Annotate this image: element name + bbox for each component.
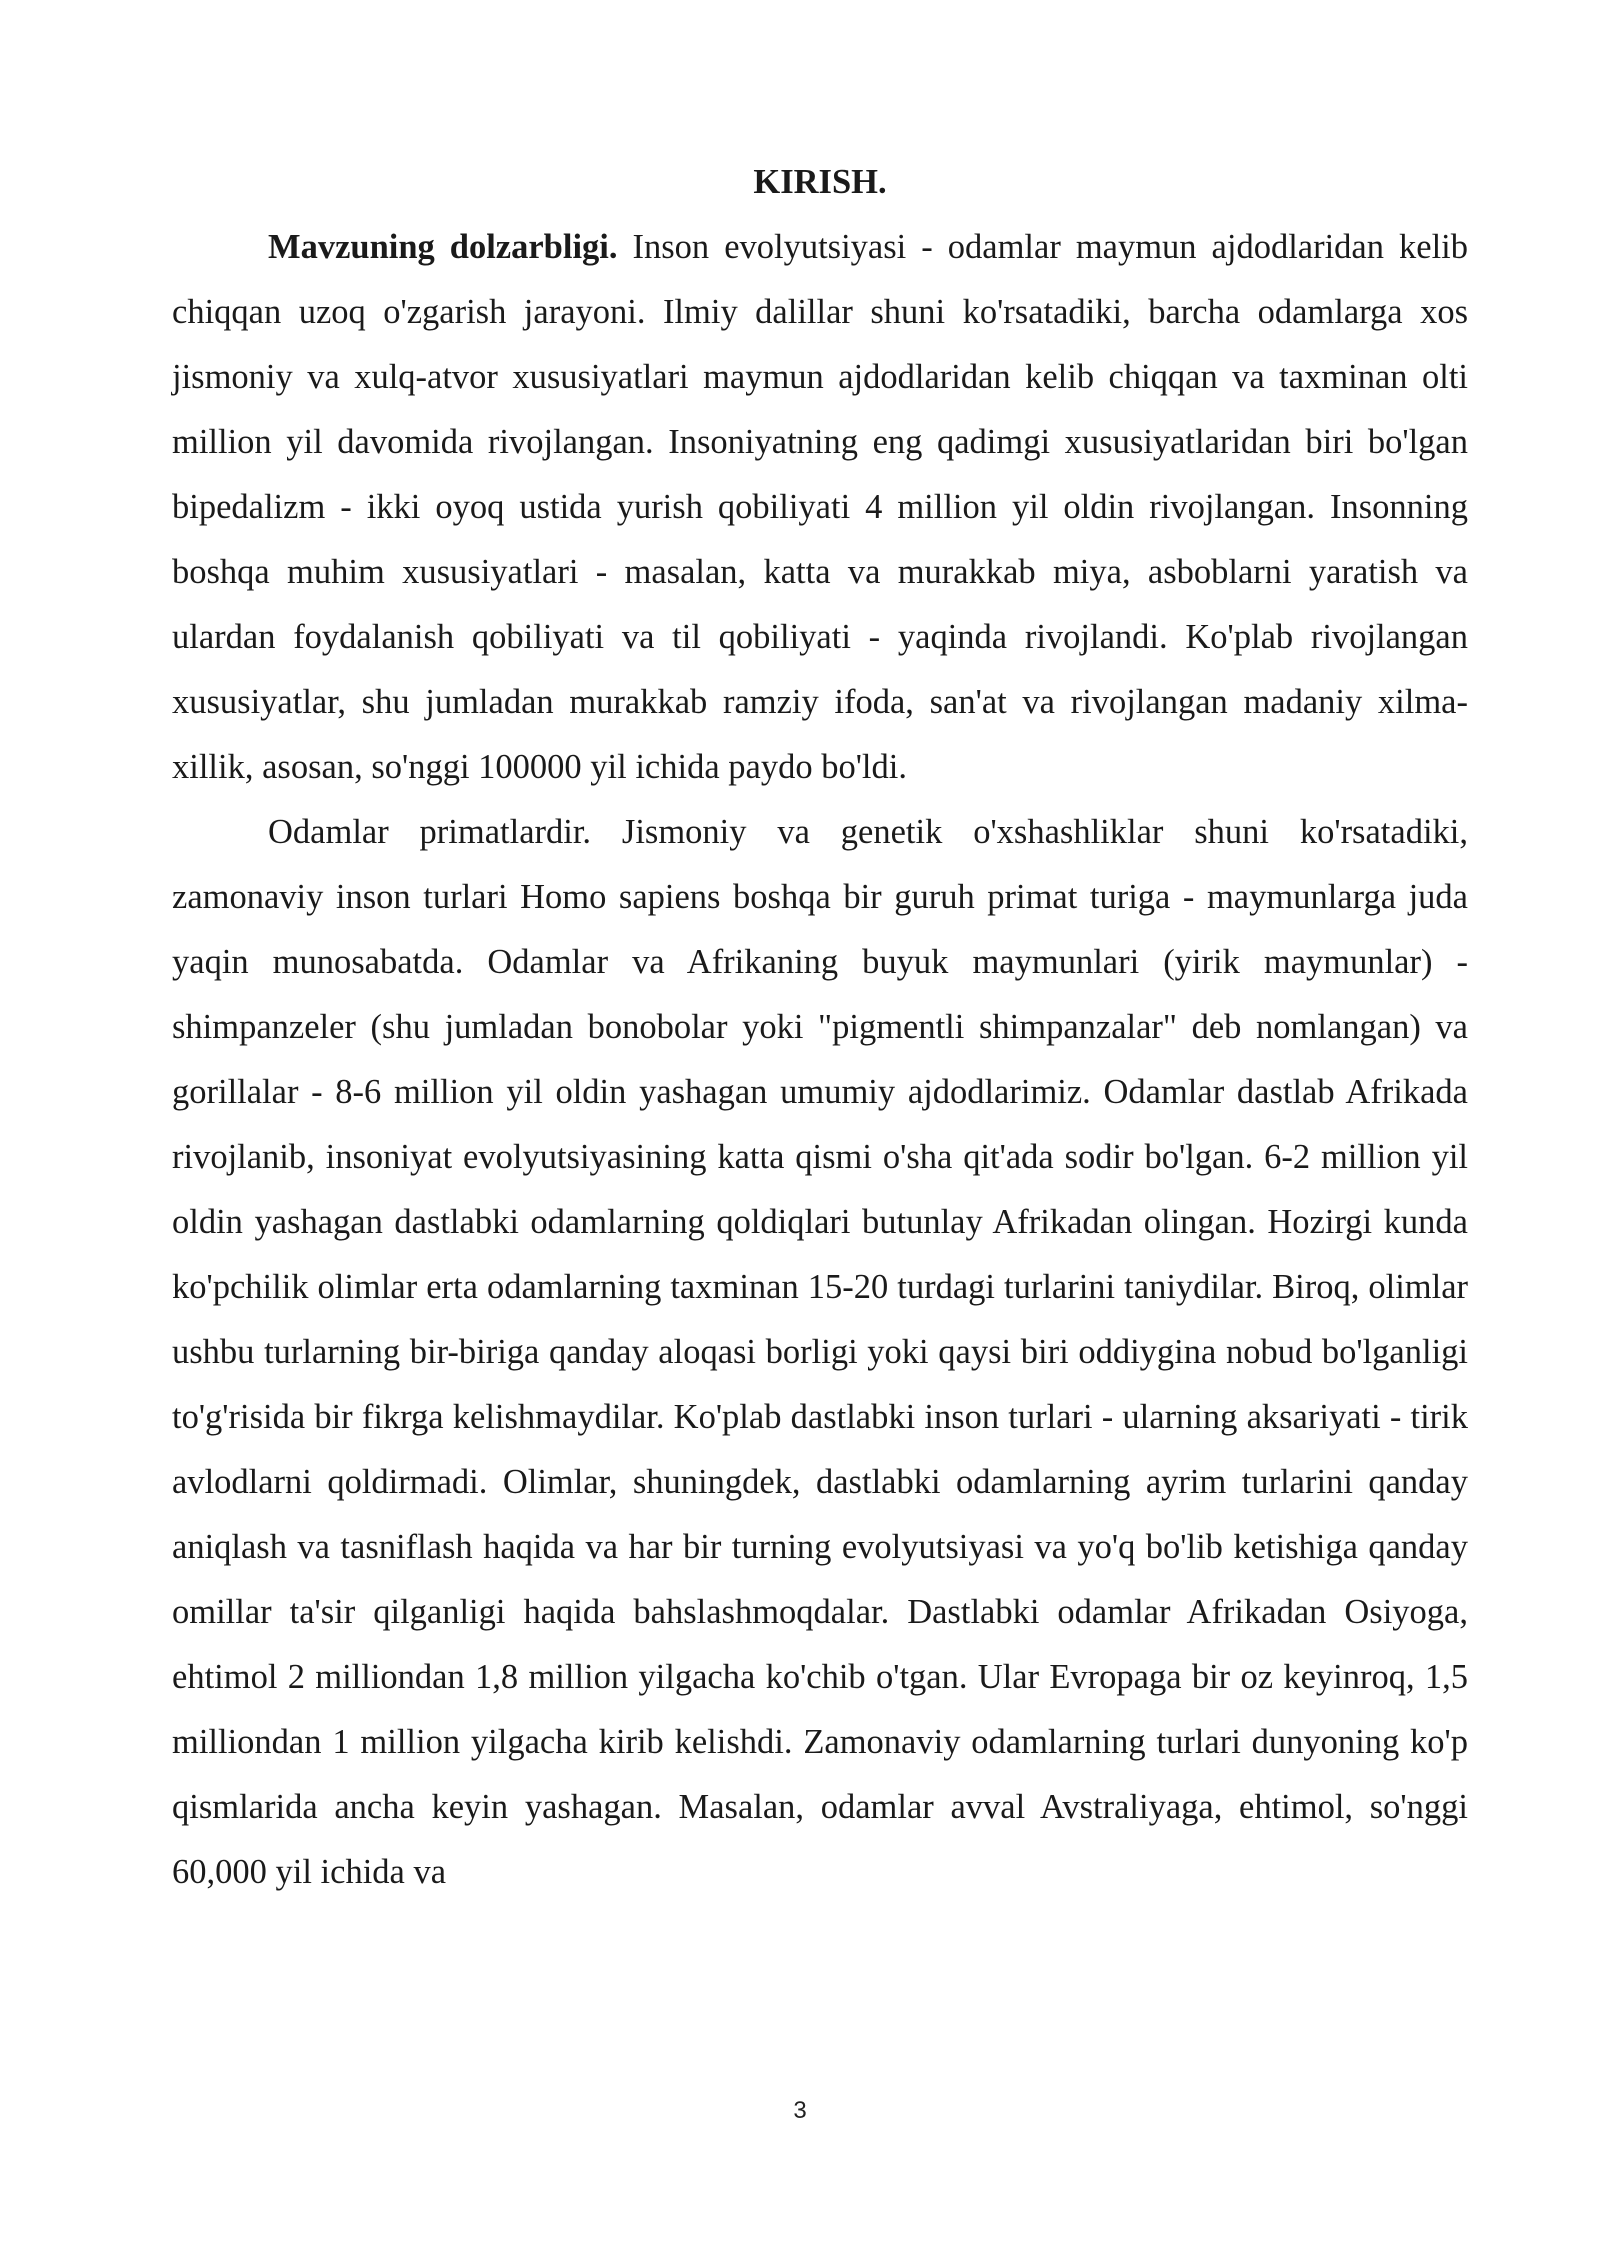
document-body: [172, 150, 1468, 1905]
paragraph-primates: [172, 800, 1468, 1905]
section-heading: KIRISH.: [753, 163, 887, 201]
paragraph-relevance: [172, 215, 1468, 800]
paragraph-text: Inson evolyutsiyasi - odamlar maymun ajdodlaridan kelib chiqqan uzoq o'zgarish jarayoni. Ilmiy dalillar shuni ko'rsatadiki, barcha odamlarga xos jismoniy va xulq-atvor xususiyatlari maymun ajdodlaridan kelib chiqqan va taxminan olti million yil davomida rivojlangan. Insoniyatning eng qadimgi xususiyatlaridan biri bo'lgan bipedalizm - ikki oyoq ustida yurish qobiliyati 4 million yil oldin rivojlangan. Insonning boshqa muhim xususiyatlari - masalan, katta va murakkab miya, asboblarni yaratish va ulardan foydalanish qobiliyati va til qobiliyati - yaqinda rivojlandi. Ko'plab rivojlangan xususiyatlar, shu jumladan murakkab ramziy ifoda, san'at va rivojlangan madaniy xilma-xillik, asosan, so'nggi 100000 yil ichida paydo bo'ldi.: [172, 228, 1468, 786]
paragraph-lead: Mavzuning dolzarbligi.: [268, 228, 618, 266]
paragraph-text: Odamlar primatlardir. Jismoniy va genetik o'xshashliklar shuni ko'rsatadiki, zamonaviy inson turlari Homo sapiens boshqa bir guruh primat turiga - maymunlarga juda yaqin munosabatda. Odamlar va Afrikaning buyuk maymunlari (yirik maymunlar) - shimpanzeler (shu jumladan bonobolar yoki "pigmentli shimpanzalar" deb nomlangan) va gorillalar - 8-6 million yil oldin yashagan umumiy ajdodlarimiz. Odamlar dastlab Afrikada rivojlanib, insoniyat evolyutsiyasining katta qismi o'sha qit'ada sodir bo'lgan. 6-2 million yil oldin yashagan dastlabki odamlarning qoldiqlari butunlay Afrikadan olingan. Hozirgi kunda ko'pchilik olimlar erta odamlarning taxminan 15-20 turdagi turlarini taniydilar. Biroq, olimlar ushbu turlarning bir-biriga qanday aloqasi borligi yoki qaysi biri oddiygina nobud bo'lganligi to'g'risida bir fikrga kelishmaydilar. Ko'plab dastlabki inson turlari - ularning aksariyati - tirik avlodlarni qoldirmadi. Olimlar, shuningdek, dastlabki odamlarning ayrim turlarini qanday aniqlash va tasniflash haqida va har bir turning evolyutsiyasi va yo'q bo'lib ketishiga qanday omillar ta'sir qilganligi haqida bahslashmoqdalar. Dastlabki odamlar Afrikadan Osiyoga, ehtimol 2 milliondan 1,8 million yilgacha ko'chib o'tgan. Ular Evropaga bir oz keyinroq, 1,5 milliondan 1 million yilgacha kirib kelishdi. Zamonaviy odamlarning turlari dunyoning ko'p qismlarida ancha keyin yashagan. Masalan, odamlar avval Avstraliyaga, ehtimol, so'nggi 60,000 yil ichida va: [172, 813, 1468, 1891]
page-number: 3: [793, 2097, 807, 2124]
